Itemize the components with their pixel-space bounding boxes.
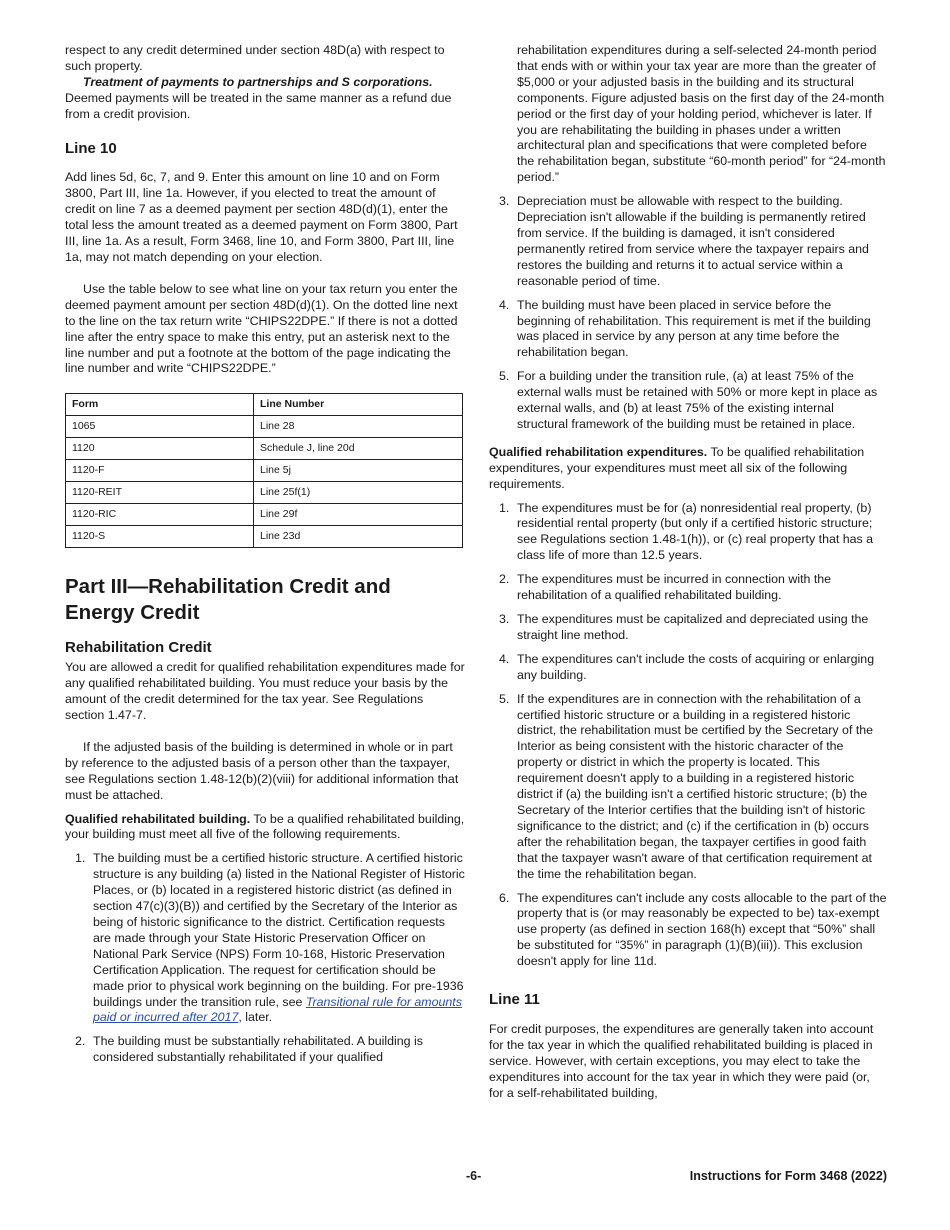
list-item-text: If the expenditures are in connection with the rehabilitation of a certified historic structure or a building in a registered historic district, the rehabilitation must be certified by the Secretary of the Interior as being consistent with the historic character of the property or district in which the property is located. This requirement doesn't apply to a building in a registered historic district if (a) the building isn't a certified historic structure; (b) the Secretary of the Interior certifies that the building isn't of historic significance to the district; and (c) if the certification in (b) occurs after the rehabilitation began, the taxpayer certifies in good faith that the taxpayer wasn't aware of that certification requirement at the time the rehabilitation began. [517,691,874,881]
treatment-paragraph [65,75,465,123]
table-cell-line: Schedule J, line 20d [254,438,463,460]
qualified-building-paragraph [65,812,465,844]
right-column [489,43,887,1101]
list-item-number: 3. [499,194,510,209]
line10-paragraph-2: Use the table below to see what line on your tax return you enter the deemed payment amount per section 48D(d)(1). On the dotted line next to the line on the tax return write “CHIPS22DPE.” If there is not a dotted line after the entry space to make this entry, put an asterisk next to the line number and put a footnote at the bottom of the page indicating the line number and write “CHIPS22DPE.” [65,281,458,376]
table-cell-form: 1065 [66,416,254,438]
table-cell-form: 1120 [66,438,254,460]
table-cell-form: 1120-RIC [66,504,254,526]
table-header-row [66,394,463,416]
left-column [65,43,465,1074]
list-item [65,1034,465,1066]
list-item-number: 4. [499,651,510,666]
list-item [489,891,887,971]
list-item-number: 2. [75,1034,86,1049]
part3-heading: Part III—Rehabilitation Credit and Energy Credit [65,575,391,625]
page-number: -6- [466,1169,482,1183]
building-requirements-list-cont [489,194,887,433]
document-title: Instructions for Form 3468 (2022) [689,1169,887,1183]
list-item-text: The expenditures can't include any costs allocable to the part of the property that is (or may reasonably be expected to be) tax-exempt use property (as defined in section 168(h) except that “50%” shall be substituted for “35%” in paragraph (1)(B)(iii)). This exclusion doesn't apply for line 11d. [517,890,887,969]
list-item-number: 1. [75,851,86,866]
qualified-expenditures-title: Qualified rehabilitation expenditures. [489,444,708,459]
rehab-credit-heading: Rehabilitation Credit [65,639,212,657]
table-cell-line: Line 25f(1) [254,482,463,504]
list-item-text: The building must have been placed in service before the beginning of rehabilitation. This requirement is met if the building was placed in service by any person at any time before the rehabilitation began. [517,297,871,360]
list-item [489,501,887,565]
list-item [489,692,887,883]
list-item-number: 1. [499,500,510,515]
table-cell-line: Line 23d [254,526,463,548]
line10-paragraph-1: Add lines 5d, 6c, 7, and 9. Enter this amount on line 10 and on Form 3800, Part III, line 1a. However, if you elected to treat the amount of credit on line 7 as a deemed payment per section 48D(d)(1), enter the total less the amount treated as a deemed payment on Form 3800, Part III, line 1a. As a result, Form 3468, line 10, and Form 3800, Part III, line 1a, may not match depending on your election. [65,170,458,264]
treatment-title: Treatment of payments to partnerships and S corporations. [83,74,433,89]
list-item [489,194,887,289]
list-item-text: The building must be a certified historic structure. A certified historic structure is any building (a) listed in the National Register of Historic Places, or (b) located in a registered historic district (as defined in section 47(c)(3)(B)) and certified by the Secretary of the Interior as being of historic significance to the district. Certification requests are made through your State Historic Preservation Officer on National Park Service (NPS) Form 10-168, Historic Preservation Certification Application. The request for certification should be made prior to physical work beginning on the building. For pre-1936 buildings under the transition rule, see [93,851,465,1009]
list-item-text: The expenditures can't include the costs of acquiring or enlarging any building. [517,651,875,682]
qualified-building-title: Qualified rehabilitated building. [65,811,251,826]
treatment-text: Deemed payments will be treated in the same manner as a refund due from a credit provision. [65,90,452,121]
list-item [489,612,887,644]
expenditure-requirements-list [489,501,887,970]
table-cell-line: Line 5j [254,460,463,482]
table-cell-form: 1120-S [66,526,254,548]
list-item [489,572,887,604]
list-item-number: 4. [499,297,510,312]
building-requirements-list [65,851,465,1066]
list-item-number: 2. [499,572,510,587]
list-item-text: The expenditures must be for (a) nonresidential real property, (b) residential rental property (but only if a certified historic structure; see Regulations section 1.48-1(h)), or (c) real property that has a class life of more than 12.5 years. [517,500,874,563]
list-item-text: For a building under the transition rule, (a) at least 75% of the external walls must be retained with 50% or more kept in place as external walls, and (b) at least 75% of the existing internal structural framework of the building must be retained in place. [517,369,878,431]
list-item-number: 3. [499,612,510,626]
table-header-line: Line Number [254,394,463,416]
table-cell-form: 1120-REIT [66,482,254,504]
list-item [489,652,887,684]
list-item [489,369,887,433]
table-row [66,504,463,526]
deemed-payment-table [65,393,463,548]
list-item-tail: , later. [238,1010,273,1025]
list-item-number: 5. [499,369,510,384]
line11-heading: Line 11 [489,991,540,1009]
transitional-rule-link[interactable]: Transitional rule for amounts paid or incurred after 2017 [93,994,462,1025]
list-item-text: The building must be substantially rehabilitated. A building is considered substantially rehabilitated if your qualified [93,1034,423,1065]
table-row [66,460,463,482]
table-row [66,416,463,438]
qualified-building-text: To be a qualified rehabilitated building, your building must meet all five of the following requirements. [65,811,465,842]
list-item-number: 5. [499,691,510,706]
table-row [66,526,463,548]
list-item-text: The expenditures must be incurred in connection with the rehabilitation of a qualified rehabilitated building. [517,572,832,603]
list-item-number: 6. [499,890,510,905]
table-cell-form: 1120-F [66,460,254,482]
qualified-expenditures-paragraph [489,445,887,493]
table-cell-line: Line 29f [254,504,463,526]
list-item-text: The expenditures must be capitalized and depreciated using the straight line method. [517,612,869,642]
list-item [489,298,887,362]
line11-paragraph-1: For credit purposes, the expenditures are generally taken into account for the tax year in which the qualified rehabilitated building is placed in service. However, with certain exceptions, you may elect to take the expenditures into account for the tax year in which they were paid (or, for a self-rehabilitated building, [489,1021,874,1100]
qualified-expenditures-text: To be qualified rehabilitation expenditures, your expenditures must meet all six of the following requirements. [489,444,865,491]
table-row [66,482,463,504]
table-header-form: Form [66,394,254,416]
table-cell-line: Line 28 [254,416,463,438]
list-item [65,851,465,1026]
list-item-text: Depreciation must be allowable with respect to the building. Depreciation isn't allowable if the building is permanently retired from service. If the building is damaged, it isn't considered permanently retired from service where the taxpayer repairs and restores the building and returns it to actual service within a reasonable period of time. [517,194,869,288]
table-row [66,438,463,460]
intro-paragraph: respect to any credit determined under section 48D(a) with respect to such property. [65,43,445,73]
item2-continuation: rehabilitation expenditures during a self-selected 24-month period that ends with or within your tax year are more than the greater of $5,000 or your adjusted basis in the building and its structural components. Figure adjusted basis on the first day of the 24-month period or the first day of your holding period, whichever is later. If you are rehabilitating the building in phases under a written architectural plan and specifications that were completed before the rehabilitation began, substitute “60-month period” for “24-month period.” [517,43,886,185]
rehab-paragraph-1: You are allowed a credit for qualified rehabilitation expenditures made for any qualified rehabilitated building. You must reduce your basis by the amount of the credit determined for the tax year. See Regulations section 1.47-7. [65,660,465,723]
line10-heading: Line 10 [65,139,117,157]
rehab-paragraph-2: If the adjusted basis of the building is determined in whole or in part by reference to the adjusted basis of a person other than the taxpayer, see Regulations section 1.48-12(b)(2)(viii) for additional information that must be attached. [65,739,459,802]
